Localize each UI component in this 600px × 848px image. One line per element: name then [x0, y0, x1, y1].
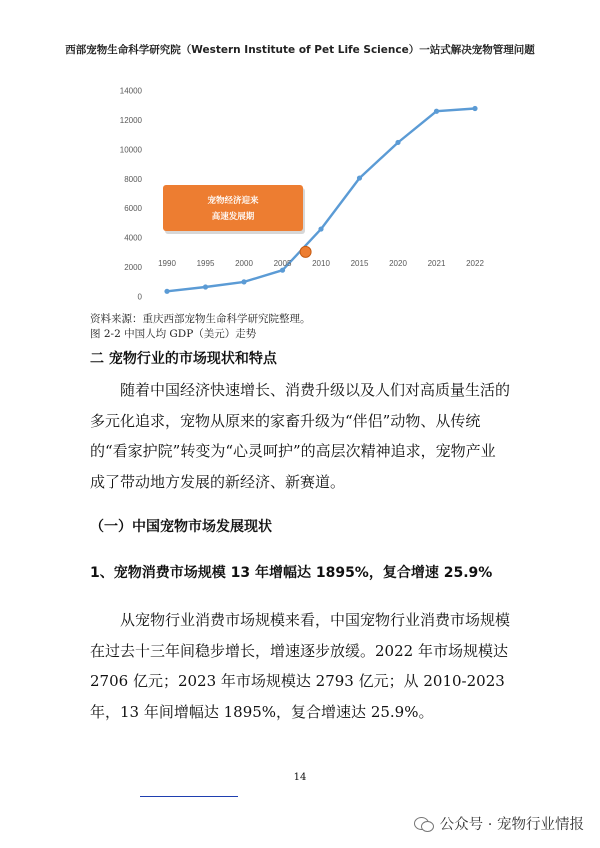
- y-tick-label: 0: [137, 292, 142, 302]
- y-tick-label: 12000: [119, 115, 142, 125]
- figure-caption: 图 2-2 中国人均 GDP（美元）走势: [90, 328, 257, 340]
- data-point: [357, 175, 362, 180]
- y-tick-label: 4000: [124, 233, 142, 243]
- y-tick-label: 2000: [124, 263, 142, 273]
- data-point: [164, 289, 169, 294]
- footer-divider: [140, 796, 238, 797]
- page-header: 西部宠物生命科学研究院（Western Institute of Pet Life Science）一站式解决宠物管理问题: [65, 44, 535, 56]
- data-point: [203, 284, 208, 289]
- y-tick-label: 10000: [119, 145, 142, 155]
- paragraph-market-scale: 从宠物行业消费市场规模来看，中国宠物行业消费市场规模在过去十三年间稳步增长，增速逐步放缓。2022 年市场规模达 2706 亿元；2023 年市场规模达 2793 亿元；从 2010-2023 年，13 年间增幅达 1895%，复合增速达 25.9%。: [90, 611, 511, 721]
- data-point: [280, 268, 285, 273]
- annotation-box: [163, 185, 303, 231]
- data-point: [241, 279, 246, 284]
- wechat-icon: [414, 816, 434, 832]
- x-tick-label: 1995: [196, 259, 215, 268]
- x-tick-label: 2005: [273, 259, 292, 268]
- y-tick-label: 14000: [119, 86, 142, 96]
- x-tick-label: 1990: [158, 259, 176, 268]
- paragraph-market-status: 随着中国经济快速增长、消费升级以及人们对高质量生活的多元化追求，宠物从原来的家畜升级为“伴侣”动物、从传统的“看家护院”转变为“心灵呵护”的高层次精神追求，宠物产业成了带动地方发展的新经济、新赛道。: [90, 381, 511, 491]
- subsection-title: （一）中国宠物市场发展现状: [90, 519, 272, 535]
- y-tick-label: 6000: [124, 204, 142, 214]
- data-point: [434, 109, 439, 114]
- x-tick-label: 2015: [350, 259, 369, 268]
- y-tick-label: 8000: [124, 174, 142, 184]
- x-tick-label: 2021: [427, 259, 446, 268]
- x-tick-label: 2022: [466, 259, 484, 268]
- gdp-line-chart: [90, 78, 490, 303]
- subsubsection-title: 1、宠物消费市场规模 13 年增幅达 1895%，复合增速 25.9%: [90, 565, 493, 581]
- watermark: [414, 813, 584, 834]
- annotation-text: 高速发展期: [211, 212, 255, 222]
- data-point: [472, 106, 477, 111]
- watermark-text: 公众号 · 宠物行业情报: [439, 817, 584, 833]
- chart-source: 资料来源：重庆西部宠物生命科学研究院整理。: [90, 313, 311, 325]
- x-tick-label: 2000: [235, 259, 253, 268]
- x-tick-label: 2020: [389, 259, 407, 268]
- data-point: [395, 140, 400, 145]
- section-title: 二 宠物行业的市场现状和特点: [90, 351, 277, 367]
- annotation-text: 宠物经济迎来: [207, 196, 259, 206]
- x-tick-label: 2010: [312, 259, 330, 268]
- page-number: 14: [293, 772, 307, 783]
- highlight-point: [300, 246, 311, 257]
- data-point: [318, 226, 323, 231]
